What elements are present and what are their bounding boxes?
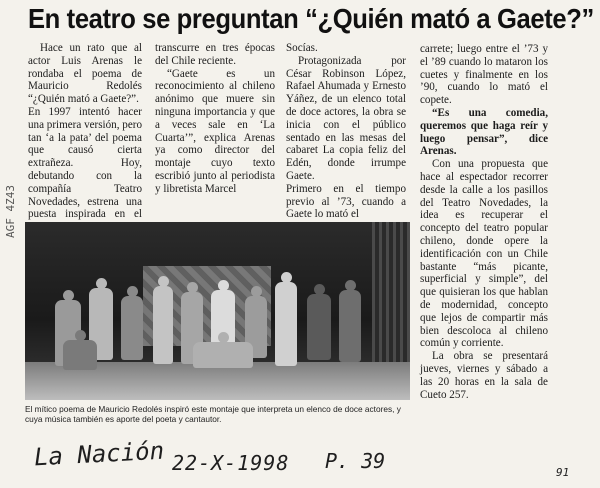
photo-caption: El mítico poema de Mauricio Redolés inspiró este montaje que interpreta un elenco de doce actores, y cuya música también es aporte del poeta y cantautor.: [25, 404, 401, 424]
article-paragraph: Socías.: [286, 42, 318, 54]
actor-figure: [339, 290, 361, 362]
article-paragraph: transcurre en tres épocas del Chile reciente.: [155, 42, 275, 67]
archive-stamp: AGF 4Z43: [4, 185, 17, 238]
article-column-4: [420, 43, 548, 401]
article-paragraph: En 1997 intentó hacer una primera versión, pero tan ‘a la pata’ del poema que causó cierta extrañeza. Hoy, debutando con la compañía Teatro Novedades, estrena una puesta inspirada en el: [28, 105, 142, 221]
headline: En teatro se preguntan “¿Quién mató a Gaete?”: [28, 3, 594, 34]
article-paragraph: La obra se presentará jueves, viernes y sábado a las 20 horas en la sala de Cueto 257.: [420, 350, 548, 401]
handwritten-source: La Nación: [33, 436, 165, 472]
actor-figure: [307, 294, 331, 360]
actor-figure: [121, 296, 143, 360]
handwritten-corner-mark: 91: [556, 466, 570, 479]
article-paragraph: “Es una comedia, queremos que haga reír y luego pensar”, dice Arenas.: [420, 106, 548, 158]
article-column-1: [28, 42, 142, 234]
article-paragraph: Primero en el tiempo previo al ’73, cuando a Gaete lo mató el: [286, 182, 406, 221]
article-paragraph: Protagonizada por César Robinson López, Rafael Ahumada y Ernesto Yáñez, de un elenco total de doce actores, la obra se inicia con el público sentado en las mesas del cabaret La copia feliz del Edén, donde irrumpe Gaete.: [286, 54, 406, 182]
article-paragraph: carrete; luego entre el ’73 y el ’89 cuando lo mataron los cuetes y finalmente en los ’90, cuando lo mató el copete.: [420, 43, 548, 107]
handwritten-date: 22-X-1998: [172, 451, 290, 475]
article-paragraph: Con una propuesta que hace al espectador recorrer desde la calle a los pasillos del Teatro Novedades, la idea es recuperar el concepto del teatro popular chileno, donde opere la identificación con un Chile bastante “más picante, superficial y simple”, del que quisieran los que hablan de modernidad, concepto que lejos de compartir más bien descoloca al chileno común y corriente.: [420, 158, 548, 350]
article-column-3: [286, 42, 406, 221]
handwritten-page: P. 39: [325, 449, 386, 473]
actor-figure: [63, 340, 97, 370]
actor-figure: [193, 342, 253, 368]
actor-figure: [275, 282, 297, 366]
article-paragraph: “Gaete es un reconocimiento al chileno anónimo que muere sin ninguna importancia y que a veces sale en ‘La Cuarta’”, explica Arenas ya como director del montaje cuyo texto escribió junto al periodista y libretista Marcel: [155, 67, 275, 195]
article-column-2: [155, 42, 275, 196]
stage-photo: [25, 222, 410, 400]
article-paragraph: Hace un rato que al actor Luis Arenas le rondaba el poema de Mauricio Redolés “¿Quién mató a Gaete?”.: [28, 42, 142, 106]
actor-figure: [153, 286, 173, 364]
